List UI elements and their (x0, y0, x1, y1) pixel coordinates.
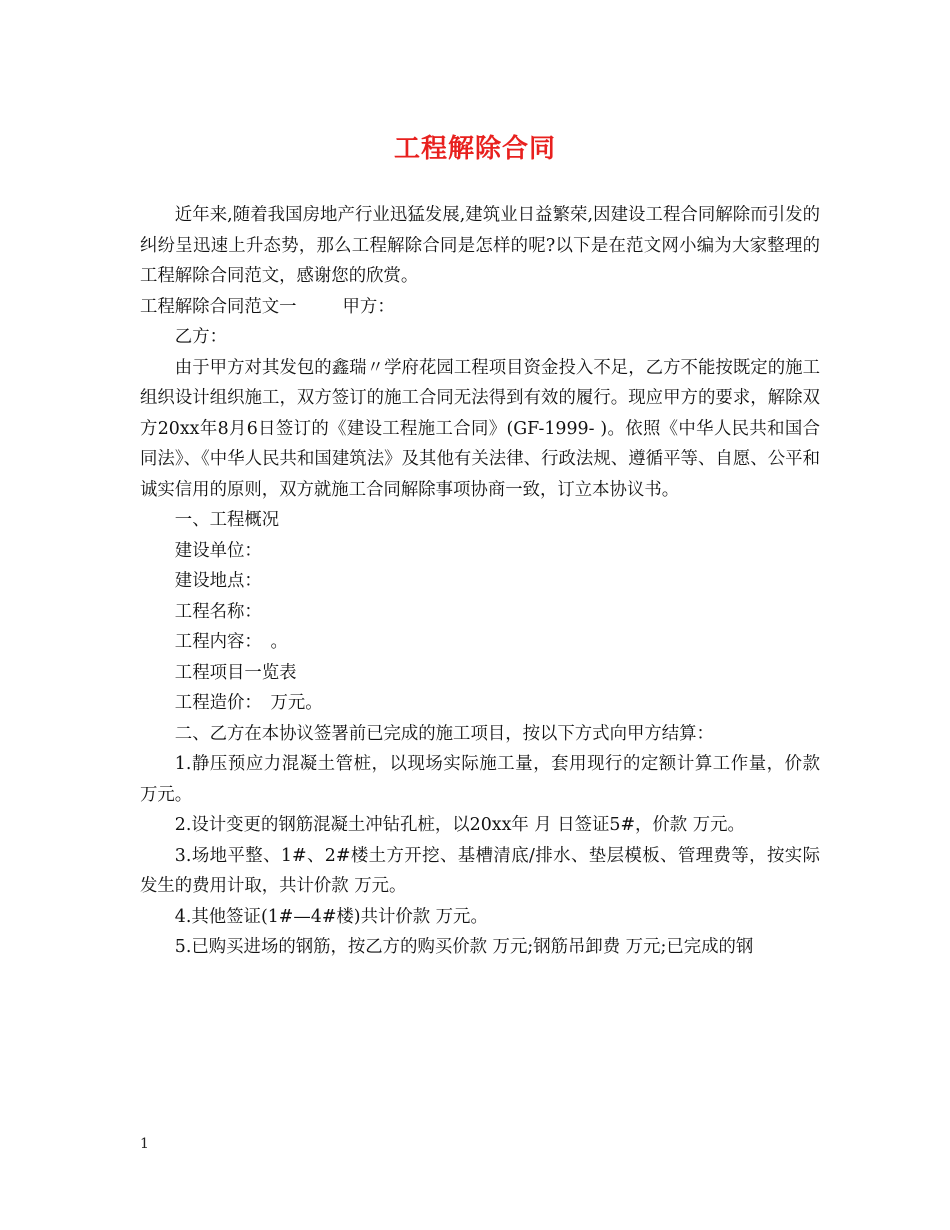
project-content-field: 工程内容： 。 (174, 632, 288, 652)
sample-heading: 工程解除合同范文一 (140, 296, 297, 317)
party-b-label: 乙方： (174, 327, 227, 347)
document-body (140, 200, 820, 963)
page-number: 1 (140, 1136, 149, 1152)
section-1-heading: 一、工程概况 (174, 510, 280, 530)
project-cost-field: 工程造价： 万元。 (174, 693, 323, 713)
sample-heading-line (140, 292, 820, 323)
settlement-item-3: 3.场地平整、1#、2#楼土方开挖、基槽清底/排水、垫层模板、管理费等，按实际发生的费用计取，共计价款 万元。 (140, 845, 820, 896)
construction-site-field: 建设地点： (174, 571, 262, 591)
section-2-heading: 二、乙方在本协议签署前已完成的施工项目，按以下方式向甲方结算： (174, 723, 714, 744)
settlement-item-4: 4.其他签证(1#—4#楼)共计价款 万元。 (174, 906, 488, 927)
construction-unit-field: 建设单位： (174, 540, 262, 561)
settlement-item-5: 5.已购买进场的钢筋，按乙方的购买价款 万元;钢筋吊卸费 万元;已完成的钢 (174, 937, 754, 957)
document-title: 工程解除合同 (393, 134, 556, 164)
settlement-item-2: 2.设计变更的钢筋混凝土冲钻孔桩，以20xx年 月 日签证5#，价款 万元。 (174, 815, 745, 835)
project-list-line: 工程项目一览表 (174, 662, 297, 683)
party-a-label: 甲方： (342, 296, 395, 317)
paragraph-termination-reason: 由于甲方对其发包的鑫瑞〃学府花园工程项目资金投入不足，乙方不能按既定的施工组织设计组织施工，双方签订的施工合同无法得到有效的履行。现应甲方的要求，解除双方20xx年8月6日签订的《建设工程施工合同》(GF-1999- )。依照《中华人民共和国合同法》、《中华人民共和国建筑法》及其他有关法律、行政法规、遵循平等、自愿、公平和诚实信用的原则，双方就施工合同解除事项协商一致，订立本协议书。 (140, 357, 820, 500)
intro-paragraph: 近年来,随着我国房地产行业迅猛发展,建筑业日益繁荣,因建设工程合同解除而引发的纠纷呈迅速上升态势，那么工程解除合同是怎样的呢?以下是在范文网小编为大家整理的工程解除合同范文，感谢您的欣赏。 (140, 205, 820, 286)
project-name-field: 工程名称： (174, 601, 262, 622)
settlement-item-1: 1.静压预应力混凝土管桩，以现场实际施工量，套用现行的定额计算工作量，价款 万元。 (140, 754, 820, 805)
